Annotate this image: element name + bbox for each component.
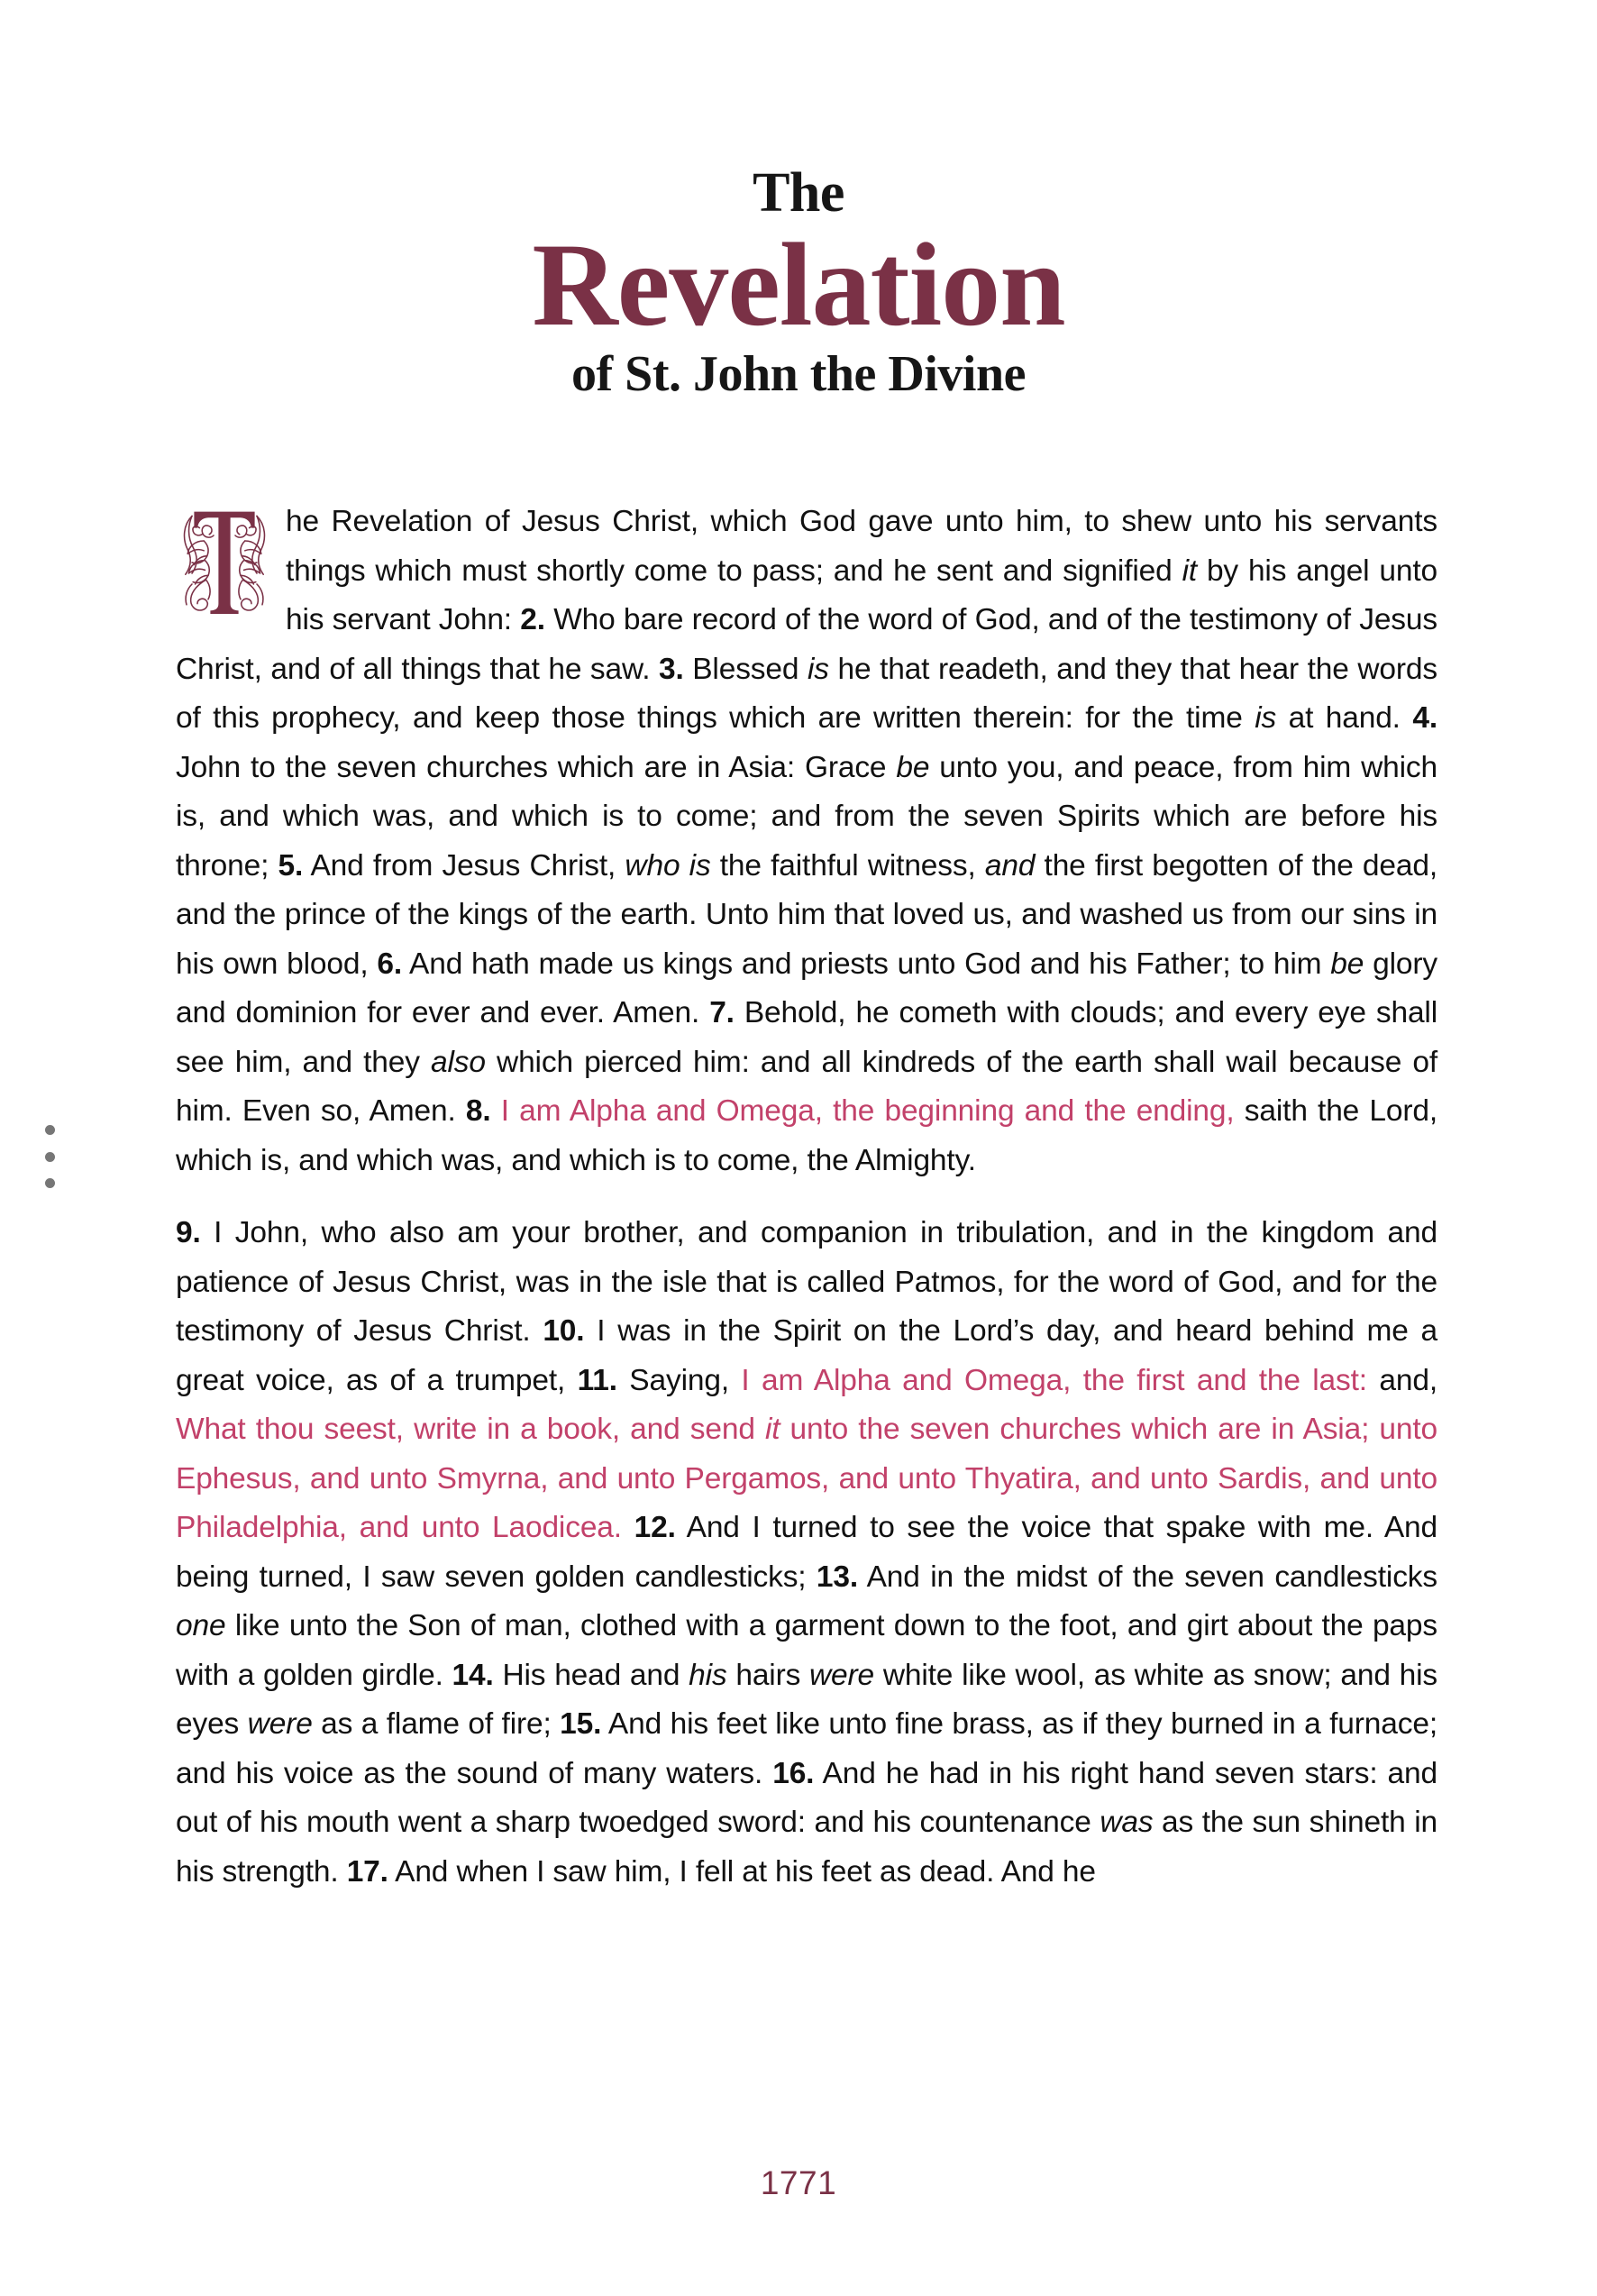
page-number: 1771 bbox=[760, 2164, 837, 2201]
title-line-the: The bbox=[753, 162, 844, 224]
verse-text: he Revelation of Jesus Christ, which God gave unto him, to shew unto his servants things which must shortly come to pass; and he sent and signified it by his angel unto his servant John: 2. Who bare record of the word of God, and of the testimony of Jesus Christ, and of all things that he saw. 3. Blessed is he that readeth, and they that hear the words of this prophecy, and keep those things which are written therein: for the time is at hand. 4. John to the seven churches which are in Asia: Grace be unto you, and peace, from him which is, and which was, and which is to come; and from the seven Spirits which are before his throne; 5. And from Jesus Christ, who is the faithful witness, and the first begotten of the dead, and the prince of the kings of the earth. Unto him that loved us, and washed us from our sins in his own blood, 6. And hath made us kings and priests unto God and his Father; to him be glory and dominion for ever and ever. Amen. 7. Behold, he cometh with clouds; and every eye shall see him, and they also which pierced him: and all kindreds of the earth shall wail because of him. Even so, Amen. 8. I am Alpha and Omega, the beginning and the ending, saith the Lord, which is, and which was, and which is to come, the Almighty. bbox=[176, 505, 1438, 1177]
book-title-block bbox=[0, 164, 1597, 400]
scripture-paragraph bbox=[176, 498, 1437, 1185]
page-title: Revelation bbox=[532, 218, 1065, 351]
scripture-paragraph bbox=[176, 1209, 1437, 1897]
illuminated-dropcap-t-icon bbox=[176, 503, 273, 622]
scripture-column bbox=[176, 498, 1437, 1897]
title-subtitle: of St. John the Divine bbox=[571, 346, 1026, 402]
dot-1 bbox=[45, 1125, 55, 1135]
dot-2 bbox=[45, 1152, 55, 1162]
vertical-dots-handle-icon[interactable] bbox=[43, 1125, 56, 1188]
verse-text: 9. I John, who also am your brother, and companion in tribulation, and in the kingdom and patience of Jesus Christ, was in the isle that is called Patmos, for the word of God, and for the testimony of Jesus Christ. 10. I was in the Spirit on the Lord’s day, and heard behind me a great voice, as of a trumpet, 11. Saying, I am Alpha and Omega, the first and the last: and, What thou seest, write in a book, and send it unto the seven churches which are in Asia; unto Ephesus, and unto Smyrna, and unto Pergamos, and unto Thyatira, and unto Sardis, and unto Philadelphia, and unto Laodicea. 12. And I turned to see the voice that spake with me. And being turned, I saw seven golden candlesticks; 13. And in the midst of the seven candlesticks one like unto the Son of man, clothed with a garment down to the foot, and girt about the paps with a golden girdle. 14. His head and his hairs were white like wool, as white as snow; and his eyes were as a flame of fire; 15. And his feet like unto fine brass, as if they burned in a furnace; and his voice as the sound of many waters. 16. And he had in his right hand seven stars: and out of his mouth went a sharp twoedged sword: and his countenance was as the sun shineth in his strength. 17. And when I saw him, I fell at his feet as dead. And he bbox=[176, 1216, 1438, 1889]
dot-3 bbox=[45, 1178, 55, 1188]
